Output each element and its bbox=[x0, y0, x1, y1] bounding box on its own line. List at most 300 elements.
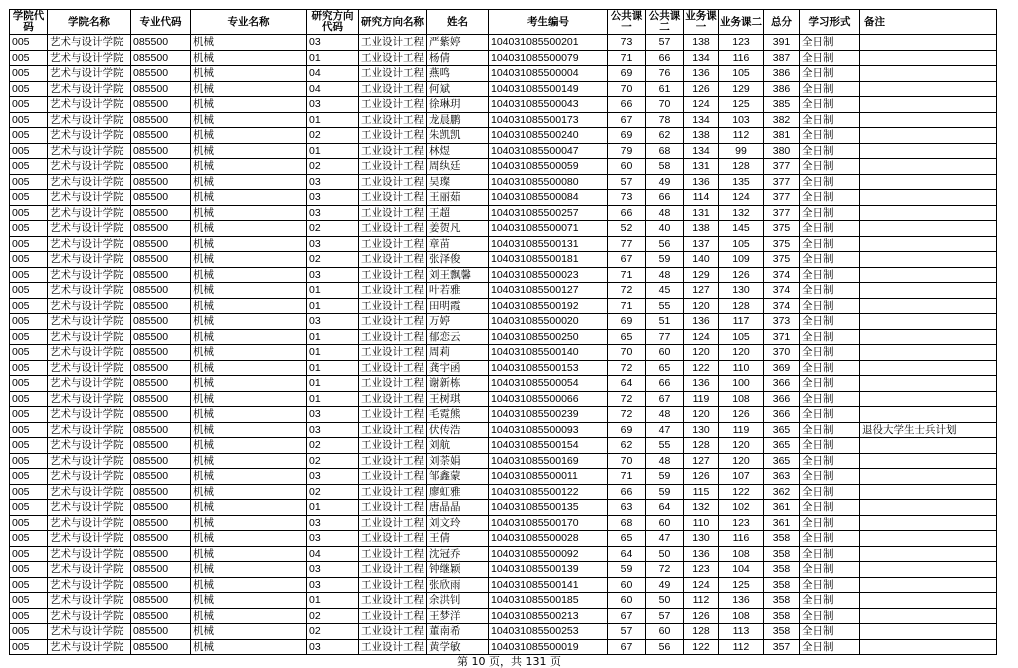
cell-direction-code: 01 bbox=[307, 391, 359, 407]
cell-study-mode: 全日制 bbox=[800, 546, 860, 562]
cell-direction-code: 03 bbox=[307, 190, 359, 206]
cell-major-2: 128 bbox=[719, 159, 764, 175]
cell-major-2: 112 bbox=[719, 128, 764, 144]
cell-remarks bbox=[860, 360, 997, 376]
cell-remarks bbox=[860, 190, 997, 206]
cell-major-2: 107 bbox=[719, 469, 764, 485]
cell-major-code: 085500 bbox=[131, 484, 191, 500]
cell-college-code: 005 bbox=[10, 314, 48, 330]
cell-college-name: 艺术与设计学院 bbox=[48, 345, 131, 361]
cell-remarks bbox=[860, 35, 997, 51]
cell-major-1: 128 bbox=[684, 438, 719, 454]
cell-direction-name: 工业设计工程 bbox=[359, 81, 427, 97]
cell-college-name: 艺术与设计学院 bbox=[48, 128, 131, 144]
cell-major-code: 085500 bbox=[131, 329, 191, 345]
table-row bbox=[10, 174, 997, 190]
cell-college-code: 005 bbox=[10, 329, 48, 345]
cell-major-2: 105 bbox=[719, 236, 764, 252]
cell-college-code: 005 bbox=[10, 35, 48, 51]
col-header-major-2: 业务课二 bbox=[719, 10, 764, 35]
cell-direction-code: 04 bbox=[307, 81, 359, 97]
cell-college-code: 005 bbox=[10, 624, 48, 640]
cell-public-1: 67 bbox=[608, 608, 646, 624]
cell-direction-name: 工业设计工程 bbox=[359, 407, 427, 423]
cell-public-1: 67 bbox=[608, 639, 646, 655]
cell-major-code: 085500 bbox=[131, 236, 191, 252]
cell-remarks bbox=[860, 345, 997, 361]
cell-total-score: 366 bbox=[764, 376, 800, 392]
cell-student-name: 廖虹雅 bbox=[427, 484, 489, 500]
cell-exam-id: 104031085500059 bbox=[489, 159, 608, 175]
cell-remarks bbox=[860, 500, 997, 516]
cell-public-1: 66 bbox=[608, 97, 646, 113]
cell-remarks bbox=[860, 174, 997, 190]
cell-total-score: 382 bbox=[764, 112, 800, 128]
col-header-public-1: 公共课一 bbox=[608, 10, 646, 35]
cell-major-1: 134 bbox=[684, 143, 719, 159]
col-header-remarks: 备注 bbox=[860, 10, 997, 35]
cell-major-2: 136 bbox=[719, 593, 764, 609]
cell-college-name: 艺术与设计学院 bbox=[48, 624, 131, 640]
cell-remarks bbox=[860, 50, 997, 66]
cell-college-name: 艺术与设计学院 bbox=[48, 515, 131, 531]
cell-exam-id: 104031085500084 bbox=[489, 190, 608, 206]
cell-direction-code: 03 bbox=[307, 407, 359, 423]
cell-direction-code: 01 bbox=[307, 500, 359, 516]
cell-college-name: 艺术与设计学院 bbox=[48, 236, 131, 252]
cell-public-1: 60 bbox=[608, 577, 646, 593]
cell-major-1: 120 bbox=[684, 407, 719, 423]
cell-college-name: 艺术与设计学院 bbox=[48, 329, 131, 345]
cell-student-name: 周纨廷 bbox=[427, 159, 489, 175]
cell-public-2: 56 bbox=[646, 236, 684, 252]
cell-direction-name: 工业设计工程 bbox=[359, 236, 427, 252]
cell-major-1: 138 bbox=[684, 35, 719, 51]
cell-major-name: 机械 bbox=[191, 283, 307, 299]
cell-major-1: 127 bbox=[684, 453, 719, 469]
cell-study-mode: 全日制 bbox=[800, 329, 860, 345]
cell-direction-code: 01 bbox=[307, 298, 359, 314]
cell-college-code: 005 bbox=[10, 190, 48, 206]
cell-study-mode: 全日制 bbox=[800, 50, 860, 66]
cell-student-name: 姜贺凡 bbox=[427, 221, 489, 237]
cell-major-2: 125 bbox=[719, 577, 764, 593]
cell-remarks bbox=[860, 329, 997, 345]
cell-student-name: 王树琪 bbox=[427, 391, 489, 407]
cell-direction-name: 工业设计工程 bbox=[359, 50, 427, 66]
table-row bbox=[10, 236, 997, 252]
cell-total-score: 377 bbox=[764, 174, 800, 190]
cell-major-name: 机械 bbox=[191, 267, 307, 283]
cell-major-1: 123 bbox=[684, 562, 719, 578]
cell-total-score: 371 bbox=[764, 329, 800, 345]
cell-major-code: 085500 bbox=[131, 376, 191, 392]
cell-direction-code: 02 bbox=[307, 453, 359, 469]
cell-college-name: 艺术与设计学院 bbox=[48, 577, 131, 593]
cell-college-code: 005 bbox=[10, 174, 48, 190]
cell-total-score: 358 bbox=[764, 624, 800, 640]
cell-major-name: 机械 bbox=[191, 81, 307, 97]
cell-major-2: 123 bbox=[719, 515, 764, 531]
cell-remarks bbox=[860, 112, 997, 128]
cell-public-1: 69 bbox=[608, 314, 646, 330]
cell-exam-id: 104031085500135 bbox=[489, 500, 608, 516]
cell-major-name: 机械 bbox=[191, 546, 307, 562]
cell-total-score: 386 bbox=[764, 66, 800, 82]
cell-major-name: 机械 bbox=[191, 469, 307, 485]
cell-college-code: 005 bbox=[10, 252, 48, 268]
cell-total-score: 377 bbox=[764, 205, 800, 221]
cell-direction-code: 03 bbox=[307, 577, 359, 593]
cell-major-2: 123 bbox=[719, 35, 764, 51]
cell-student-name: 余洪钊 bbox=[427, 593, 489, 609]
cell-public-2: 57 bbox=[646, 35, 684, 51]
cell-student-name: 龙晨鹏 bbox=[427, 112, 489, 128]
cell-major-name: 机械 bbox=[191, 314, 307, 330]
cell-major-code: 085500 bbox=[131, 283, 191, 299]
cell-direction-name: 工业设计工程 bbox=[359, 221, 427, 237]
cell-major-name: 机械 bbox=[191, 391, 307, 407]
cell-major-name: 机械 bbox=[191, 453, 307, 469]
table-row bbox=[10, 546, 997, 562]
cell-student-name: 伏传浩 bbox=[427, 422, 489, 438]
cell-major-name: 机械 bbox=[191, 190, 307, 206]
cell-major-name: 机械 bbox=[191, 112, 307, 128]
cell-public-1: 57 bbox=[608, 624, 646, 640]
cell-direction-name: 工业设计工程 bbox=[359, 174, 427, 190]
cell-college-name: 艺术与设计学院 bbox=[48, 422, 131, 438]
cell-major-name: 机械 bbox=[191, 500, 307, 516]
cell-major-2: 112 bbox=[719, 639, 764, 655]
cell-college-name: 艺术与设计学院 bbox=[48, 267, 131, 283]
cell-direction-name: 工业设计工程 bbox=[359, 283, 427, 299]
cell-study-mode: 全日制 bbox=[800, 66, 860, 82]
cell-remarks bbox=[860, 562, 997, 578]
cell-college-name: 艺术与设计学院 bbox=[48, 407, 131, 423]
cell-major-1: 132 bbox=[684, 500, 719, 516]
cell-direction-name: 工业设计工程 bbox=[359, 112, 427, 128]
cell-public-2: 59 bbox=[646, 252, 684, 268]
cell-study-mode: 全日制 bbox=[800, 484, 860, 500]
cell-public-2: 49 bbox=[646, 174, 684, 190]
cell-student-name: 沈冠乔 bbox=[427, 546, 489, 562]
cell-major-1: 122 bbox=[684, 639, 719, 655]
cell-college-name: 艺术与设计学院 bbox=[48, 159, 131, 175]
cell-student-name: 万婷 bbox=[427, 314, 489, 330]
cell-student-name: 毛霓熊 bbox=[427, 407, 489, 423]
cell-public-2: 48 bbox=[646, 205, 684, 221]
cell-remarks bbox=[860, 376, 997, 392]
cell-remarks bbox=[860, 267, 997, 283]
cell-college-name: 艺术与设计学院 bbox=[48, 608, 131, 624]
table-row bbox=[10, 453, 997, 469]
cell-major-1: 128 bbox=[684, 624, 719, 640]
cell-direction-code: 02 bbox=[307, 438, 359, 454]
cell-public-1: 70 bbox=[608, 81, 646, 97]
cell-major-code: 085500 bbox=[131, 50, 191, 66]
cell-public-2: 59 bbox=[646, 484, 684, 500]
table-row bbox=[10, 143, 997, 159]
cell-remarks bbox=[860, 515, 997, 531]
cell-student-name: 田明霞 bbox=[427, 298, 489, 314]
cell-major-1: 120 bbox=[684, 345, 719, 361]
cell-public-2: 78 bbox=[646, 112, 684, 128]
cell-major-code: 085500 bbox=[131, 81, 191, 97]
cell-study-mode: 全日制 bbox=[800, 391, 860, 407]
cell-college-name: 艺术与设计学院 bbox=[48, 391, 131, 407]
cell-public-1: 65 bbox=[608, 531, 646, 547]
cell-major-name: 机械 bbox=[191, 438, 307, 454]
cell-major-1: 126 bbox=[684, 81, 719, 97]
cell-college-name: 艺术与设计学院 bbox=[48, 639, 131, 655]
cell-direction-name: 工业设计工程 bbox=[359, 639, 427, 655]
cell-major-name: 机械 bbox=[191, 50, 307, 66]
cell-college-name: 艺术与设计学院 bbox=[48, 283, 131, 299]
cell-remarks: 退役大学生士兵计划 bbox=[860, 422, 997, 438]
cell-direction-name: 工业设计工程 bbox=[359, 438, 427, 454]
cell-direction-code: 03 bbox=[307, 531, 359, 547]
table-row bbox=[10, 531, 997, 547]
cell-college-code: 005 bbox=[10, 484, 48, 500]
cell-major-code: 085500 bbox=[131, 515, 191, 531]
cell-remarks bbox=[860, 469, 997, 485]
cell-direction-name: 工业设计工程 bbox=[359, 252, 427, 268]
cell-total-score: 358 bbox=[764, 562, 800, 578]
cell-college-code: 005 bbox=[10, 438, 48, 454]
table-row bbox=[10, 329, 997, 345]
cell-major-2: 105 bbox=[719, 329, 764, 345]
cell-college-name: 艺术与设计学院 bbox=[48, 469, 131, 485]
cell-public-1: 69 bbox=[608, 66, 646, 82]
cell-remarks bbox=[860, 66, 997, 82]
cell-direction-name: 工业设计工程 bbox=[359, 66, 427, 82]
cell-major-2: 116 bbox=[719, 531, 764, 547]
cell-major-name: 机械 bbox=[191, 639, 307, 655]
cell-public-1: 60 bbox=[608, 593, 646, 609]
cell-direction-name: 工业设计工程 bbox=[359, 546, 427, 562]
cell-total-score: 374 bbox=[764, 267, 800, 283]
cell-public-1: 67 bbox=[608, 112, 646, 128]
cell-student-name: 邹鑫蒙 bbox=[427, 469, 489, 485]
cell-remarks bbox=[860, 128, 997, 144]
cell-college-name: 艺术与设计学院 bbox=[48, 593, 131, 609]
col-header-public-2: 公共课二 bbox=[646, 10, 684, 35]
cell-direction-code: 02 bbox=[307, 221, 359, 237]
table-row bbox=[10, 562, 997, 578]
cell-student-name: 谢新栋 bbox=[427, 376, 489, 392]
cell-major-1: 138 bbox=[684, 221, 719, 237]
cell-student-name: 杨倩 bbox=[427, 50, 489, 66]
cell-major-name: 机械 bbox=[191, 376, 307, 392]
cell-study-mode: 全日制 bbox=[800, 422, 860, 438]
cell-major-2: 122 bbox=[719, 484, 764, 500]
cell-college-code: 005 bbox=[10, 531, 48, 547]
cell-total-score: 361 bbox=[764, 500, 800, 516]
cell-exam-id: 104031085500127 bbox=[489, 283, 608, 299]
cell-major-2: 130 bbox=[719, 283, 764, 299]
cell-direction-name: 工业设计工程 bbox=[359, 577, 427, 593]
table-row bbox=[10, 469, 997, 485]
cell-college-name: 艺术与设计学院 bbox=[48, 81, 131, 97]
table-row bbox=[10, 252, 997, 268]
cell-public-2: 55 bbox=[646, 438, 684, 454]
cell-study-mode: 全日制 bbox=[800, 515, 860, 531]
cell-exam-id: 104031085500250 bbox=[489, 329, 608, 345]
cell-major-name: 机械 bbox=[191, 159, 307, 175]
cell-exam-id: 104031085500181 bbox=[489, 252, 608, 268]
cell-major-2: 132 bbox=[719, 205, 764, 221]
cell-major-code: 085500 bbox=[131, 422, 191, 438]
cell-total-score: 362 bbox=[764, 484, 800, 500]
cell-major-1: 131 bbox=[684, 159, 719, 175]
cell-direction-code: 03 bbox=[307, 35, 359, 51]
cell-total-score: 375 bbox=[764, 236, 800, 252]
cell-major-code: 085500 bbox=[131, 267, 191, 283]
cell-college-code: 005 bbox=[10, 50, 48, 66]
cell-direction-code: 02 bbox=[307, 159, 359, 175]
cell-exam-id: 104031085500201 bbox=[489, 35, 608, 51]
cell-major-name: 机械 bbox=[191, 624, 307, 640]
cell-exam-id: 104031085500153 bbox=[489, 360, 608, 376]
cell-college-code: 005 bbox=[10, 97, 48, 113]
cell-exam-id: 104031085500079 bbox=[489, 50, 608, 66]
cell-direction-name: 工业设计工程 bbox=[359, 515, 427, 531]
cell-public-2: 48 bbox=[646, 267, 684, 283]
cell-direction-code: 02 bbox=[307, 608, 359, 624]
cell-public-2: 40 bbox=[646, 221, 684, 237]
cell-direction-name: 工业设计工程 bbox=[359, 391, 427, 407]
cell-total-score: 386 bbox=[764, 81, 800, 97]
cell-college-code: 005 bbox=[10, 143, 48, 159]
cell-major-2: 104 bbox=[719, 562, 764, 578]
table-row bbox=[10, 376, 997, 392]
cell-major-code: 085500 bbox=[131, 143, 191, 159]
cell-major-code: 085500 bbox=[131, 190, 191, 206]
cell-major-1: 136 bbox=[684, 66, 719, 82]
table-row bbox=[10, 360, 997, 376]
cell-public-2: 45 bbox=[646, 283, 684, 299]
cell-total-score: 373 bbox=[764, 314, 800, 330]
cell-major-name: 机械 bbox=[191, 593, 307, 609]
cell-direction-name: 工业设计工程 bbox=[359, 267, 427, 283]
cell-major-code: 085500 bbox=[131, 624, 191, 640]
cell-college-code: 005 bbox=[10, 639, 48, 655]
cell-student-name: 周莉 bbox=[427, 345, 489, 361]
cell-direction-name: 工业设计工程 bbox=[359, 128, 427, 144]
cell-public-2: 55 bbox=[646, 298, 684, 314]
cell-public-1: 73 bbox=[608, 190, 646, 206]
table-row bbox=[10, 35, 997, 51]
cell-college-code: 005 bbox=[10, 298, 48, 314]
cell-public-1: 79 bbox=[608, 143, 646, 159]
cell-exam-id: 104031085500092 bbox=[489, 546, 608, 562]
cell-direction-code: 03 bbox=[307, 97, 359, 113]
cell-major-name: 机械 bbox=[191, 577, 307, 593]
table-row bbox=[10, 159, 997, 175]
cell-public-1: 66 bbox=[608, 484, 646, 500]
cell-study-mode: 全日制 bbox=[800, 531, 860, 547]
cell-major-code: 085500 bbox=[131, 159, 191, 175]
cell-public-2: 68 bbox=[646, 143, 684, 159]
cell-major-2: 119 bbox=[719, 422, 764, 438]
cell-college-code: 005 bbox=[10, 500, 48, 516]
cell-student-name: 刘航 bbox=[427, 438, 489, 454]
cell-study-mode: 全日制 bbox=[800, 453, 860, 469]
cell-college-code: 005 bbox=[10, 422, 48, 438]
cell-student-name: 章苗 bbox=[427, 236, 489, 252]
cell-major-1: 112 bbox=[684, 593, 719, 609]
cell-direction-code: 01 bbox=[307, 283, 359, 299]
cell-public-2: 60 bbox=[646, 624, 684, 640]
cell-public-1: 69 bbox=[608, 422, 646, 438]
col-header-name: 姓名 bbox=[427, 10, 489, 35]
cell-major-code: 085500 bbox=[131, 639, 191, 655]
col-header-total: 总分 bbox=[764, 10, 800, 35]
cell-study-mode: 全日制 bbox=[800, 593, 860, 609]
cell-college-name: 艺术与设计学院 bbox=[48, 438, 131, 454]
cell-student-name: 叶若雅 bbox=[427, 283, 489, 299]
cell-major-2: 120 bbox=[719, 345, 764, 361]
cell-major-name: 机械 bbox=[191, 515, 307, 531]
table-row bbox=[10, 66, 997, 82]
header-row bbox=[10, 10, 997, 35]
cell-direction-code: 03 bbox=[307, 267, 359, 283]
cell-direction-name: 工业设计工程 bbox=[359, 422, 427, 438]
cell-public-1: 77 bbox=[608, 236, 646, 252]
cell-student-name: 王倩 bbox=[427, 531, 489, 547]
cell-major-2: 126 bbox=[719, 407, 764, 423]
cell-direction-code: 03 bbox=[307, 422, 359, 438]
cell-exam-id: 104031085500080 bbox=[489, 174, 608, 190]
cell-college-name: 艺术与设计学院 bbox=[48, 360, 131, 376]
cell-major-1: 110 bbox=[684, 515, 719, 531]
cell-total-score: 365 bbox=[764, 453, 800, 469]
cell-remarks bbox=[860, 205, 997, 221]
cell-major-1: 136 bbox=[684, 546, 719, 562]
cell-public-1: 52 bbox=[608, 221, 646, 237]
cell-direction-code: 03 bbox=[307, 205, 359, 221]
cell-public-2: 51 bbox=[646, 314, 684, 330]
cell-study-mode: 全日制 bbox=[800, 174, 860, 190]
cell-student-name: 张欣雨 bbox=[427, 577, 489, 593]
cell-student-name: 钟继颖 bbox=[427, 562, 489, 578]
cell-direction-code: 01 bbox=[307, 376, 359, 392]
cell-study-mode: 全日制 bbox=[800, 128, 860, 144]
cell-remarks bbox=[860, 314, 997, 330]
cell-direction-code: 03 bbox=[307, 174, 359, 190]
cell-remarks bbox=[860, 391, 997, 407]
table-row bbox=[10, 484, 997, 500]
cell-college-code: 005 bbox=[10, 81, 48, 97]
cell-public-2: 47 bbox=[646, 422, 684, 438]
cell-major-name: 机械 bbox=[191, 97, 307, 113]
cell-major-name: 机械 bbox=[191, 562, 307, 578]
cell-direction-name: 工业设计工程 bbox=[359, 143, 427, 159]
cell-major-2: 124 bbox=[719, 190, 764, 206]
cell-public-1: 72 bbox=[608, 391, 646, 407]
cell-major-2: 129 bbox=[719, 81, 764, 97]
cell-direction-code: 03 bbox=[307, 469, 359, 485]
cell-direction-name: 工业设计工程 bbox=[359, 205, 427, 221]
cell-public-1: 60 bbox=[608, 159, 646, 175]
cell-public-2: 58 bbox=[646, 159, 684, 175]
cell-public-2: 65 bbox=[646, 360, 684, 376]
cell-public-1: 64 bbox=[608, 376, 646, 392]
cell-public-1: 59 bbox=[608, 562, 646, 578]
cell-exam-id: 104031085500192 bbox=[489, 298, 608, 314]
cell-public-1: 71 bbox=[608, 267, 646, 283]
table-row bbox=[10, 50, 997, 66]
